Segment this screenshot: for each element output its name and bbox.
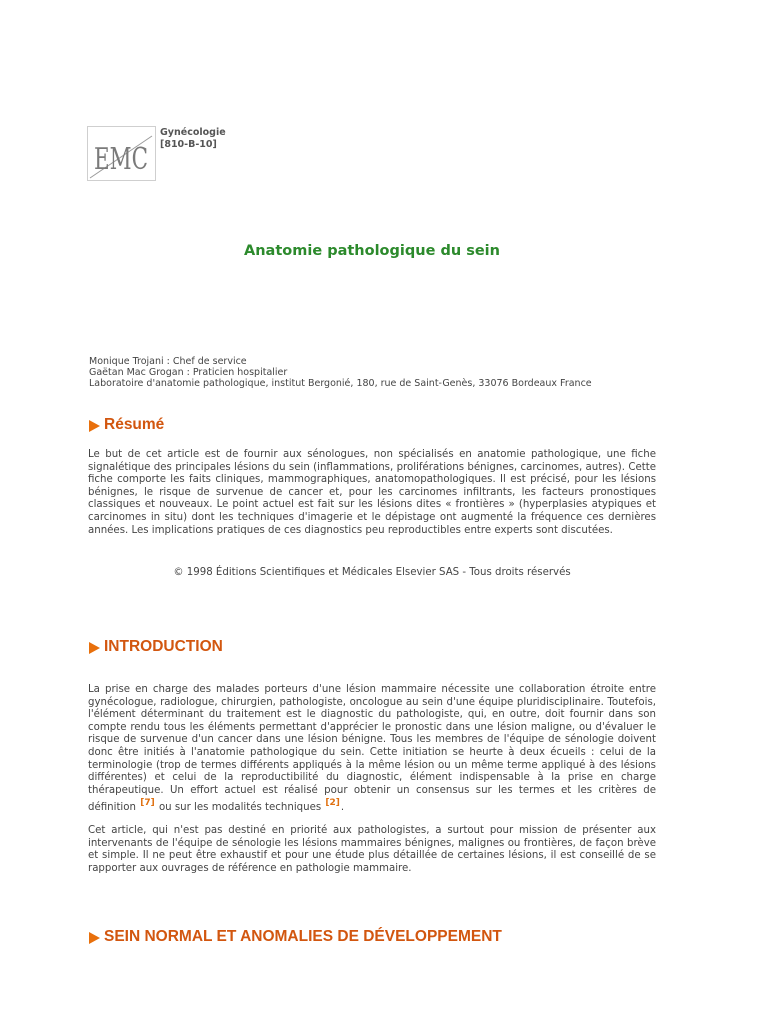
introduction-heading-text: INTRODUCTION — [104, 638, 223, 655]
sein-normal-heading-text: SEIN NORMAL ET ANOMALIES DE DÉVELOPPEMENT — [104, 928, 502, 945]
intro-p1-text: La prise en charge des malades porteurs d'une lésion mammaire nécessite une collaboration étroite entre gynécologue, radiologue, chirurgien, pathologiste, oncologue au sein d'une équipe pluridisciplinaire. Toutefois, l'élément déterminant du traitement est le diagnostic du pathologiste, qui, en outre, doit fournir dans son compte rendu tous les éléments permettant d'apprécier le pronostic dans une lésion maligne, ou d'évaluer le risque de survenue d'un cancer dans une lésion bénigne. Tous les membres de l'équipe de sénologie doivent donc être initiés à l'anatomie pathologique du sein. Cette initiation se heurte à deux écueils : celui de la terminologie (trop de termes différents appliqués à la même lésion ou un même terme appliqué à des lésions différentes) et celui de la reproductibilité du diagnostic, élément indispensable à la prise en charge thérapeutique. Un effort actuel est réalisé pour obtenir un consensus sur les termes et les critères de définition — [88, 684, 656, 814]
intro-p1-mid: ou sur les modalités techniques — [155, 802, 325, 814]
journal-info — [160, 127, 226, 151]
author-1: Monique Trojani : Chef de service — [89, 356, 247, 367]
introduction-heading — [89, 638, 223, 656]
section-arrow-icon — [89, 932, 100, 944]
emc-logo — [87, 126, 156, 181]
section-arrow-icon — [89, 642, 100, 654]
introduction-paragraph-2: Cet article, qui n'est pas destiné en priorité aux pathologistes, a surtout pour mission de présenter aux intervenants de l'équipe de sénologie les lésions mammaires bénignes, malignes ou frontières, de façon brève et simple. Il ne peut être exhaustif et pour une étude plus détaillée de certaines lésions, il est conseillé de se rapporter aux ouvrages de référence en pathologie mammaire. — [88, 825, 656, 874]
resume-heading — [89, 416, 164, 434]
logo-text: EMC — [94, 142, 148, 177]
journal-name: Gynécologie — [160, 127, 226, 138]
resume-text: Le but de cet article est de fournir aux sénologues, non spécialisés en anatomie pathologique, une fiche signalétique des principales lésions du sein (inflammations, proliférations bénignes, carcinomes, autres). Cette fiche comporte les faits cliniques, mammographiques, anatomopathologiques. Il est précisé, pour les lésions bénignes, le risque de survenue de cancer et, pour les carcinomes infiltrants, les facteurs pronostiques classiques et nouveaux. Le point actuel est fait sur les lésions dites « frontières » (hyperplasies atypiques et carcinomes in situ) dont les techniques d'imagerie et le dépistage ont augmenté la fréquence ces dernières années. Les implications pratiques de ces diagnostics peu reproductibles entre experts sont discutées. — [88, 449, 656, 536]
copyright-notice: © 1998 Éditions Scientifiques et Médicales Elsevier SAS - Tous droits réservés — [173, 567, 571, 578]
intro-p1-end: . — [340, 802, 345, 814]
sein-normal-heading — [89, 928, 502, 946]
article-title: Anatomie pathologique du sein — [244, 243, 500, 259]
author-2: Gaëtan Mac Grogan : Praticien hospitalier — [89, 367, 288, 378]
authors-block — [89, 356, 689, 389]
reference-link-2[interactable]: [2] — [325, 798, 340, 809]
author-affiliation: Laboratoire d'anatomie pathologique, institut Bergonié, 180, rue de Saint-Genès, 33076 Bordeaux France — [89, 378, 592, 389]
section-arrow-icon — [89, 420, 100, 432]
reference-link-7[interactable]: [7] — [140, 798, 155, 809]
resume-heading-text: Résumé — [104, 416, 165, 433]
journal-code: [810-B-10] — [160, 139, 217, 150]
introduction-paragraph-1 — [88, 684, 656, 815]
